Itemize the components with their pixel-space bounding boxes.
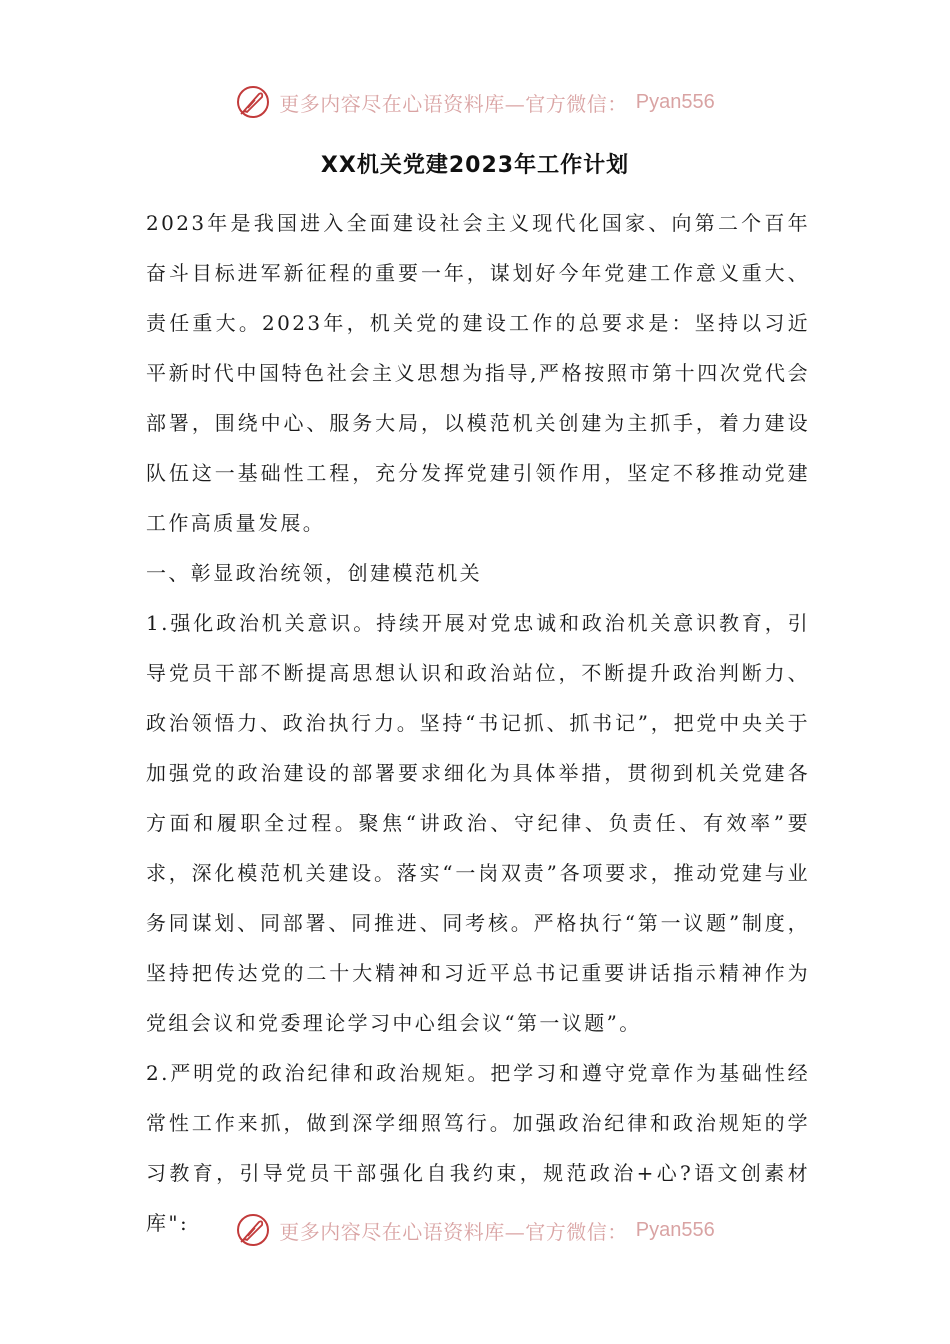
body-paragraph: 1.强化政治机关意识。持续开展对党忠诚和政治机关意识教育，引导党员干部不断提高思想认识和政治站位，不断提升政治判断力、政治领悟力、政治执行力。坚持“书记抓、抓书记”，把党中央关于加强党的政治建设的部署要求细化为具体举措，贯彻到机关党建各方面和履职全过程。聚焦“讲政治、守纪律、负责任、有效率”要求，深化模范机关建设。落实“一岗双责”各项要求，推动党建与业务同谋划、同部署、同推进、同考核。严格执行“第一议题”制度，坚持把传达党的二十大精神和习近平总书记重要讲话指示精神作为党组会议和党委理论学习中心组会议“第一议题”。	[146, 611, 810, 1035]
footer-watermark-banner	[0, 1208, 950, 1252]
body-paragraph: 2.严明党的政治纪律和政治规矩。把学习和遵守党章作为基础性经常性工作来抓，做到深学细照笃行。加强政治纪律和政治规矩的学习教育，引导党员干部强化自我约束，规范政治+心?语文创素材库":	[146, 1061, 810, 1235]
quill-pen-logo-icon	[235, 84, 271, 120]
document-title: XX机关党建2023年工作计划	[320, 153, 630, 178]
header-watermark-banner	[0, 80, 950, 124]
intro-paragraph: 2023年是我国进入全面建设社会主义现代化国家、向第二个百年奋斗目标进军新征程的重要一年，谋划好今年党建工作意义重大、责任重大。2023年，机关党的建设工作的总要求是：坚持以习近平新时代中国特色社会主义思想为指导,严格按照市第十四次党代会部署，围绕中心、服务大局，以模范机关创建为主抓手，着力建设队伍这一基础性工程，充分发挥党建引领作用，坚定不移推动党建工作高质量发展。	[146, 211, 810, 535]
quill-pen-logo-icon	[235, 1212, 271, 1248]
section-heading: 一、彰显政治统领，创建模范机关	[146, 561, 482, 585]
banner-wechat-id: Pyan556	[635, 1218, 715, 1241]
banner-text: 更多内容尽在心语资料库—官方微信：	[279, 91, 628, 116]
document-body	[146, 198, 810, 1248]
banner-text: 更多内容尽在心语资料库—官方微信：	[279, 1219, 628, 1244]
banner-wechat-id: Pyan556	[635, 90, 715, 113]
